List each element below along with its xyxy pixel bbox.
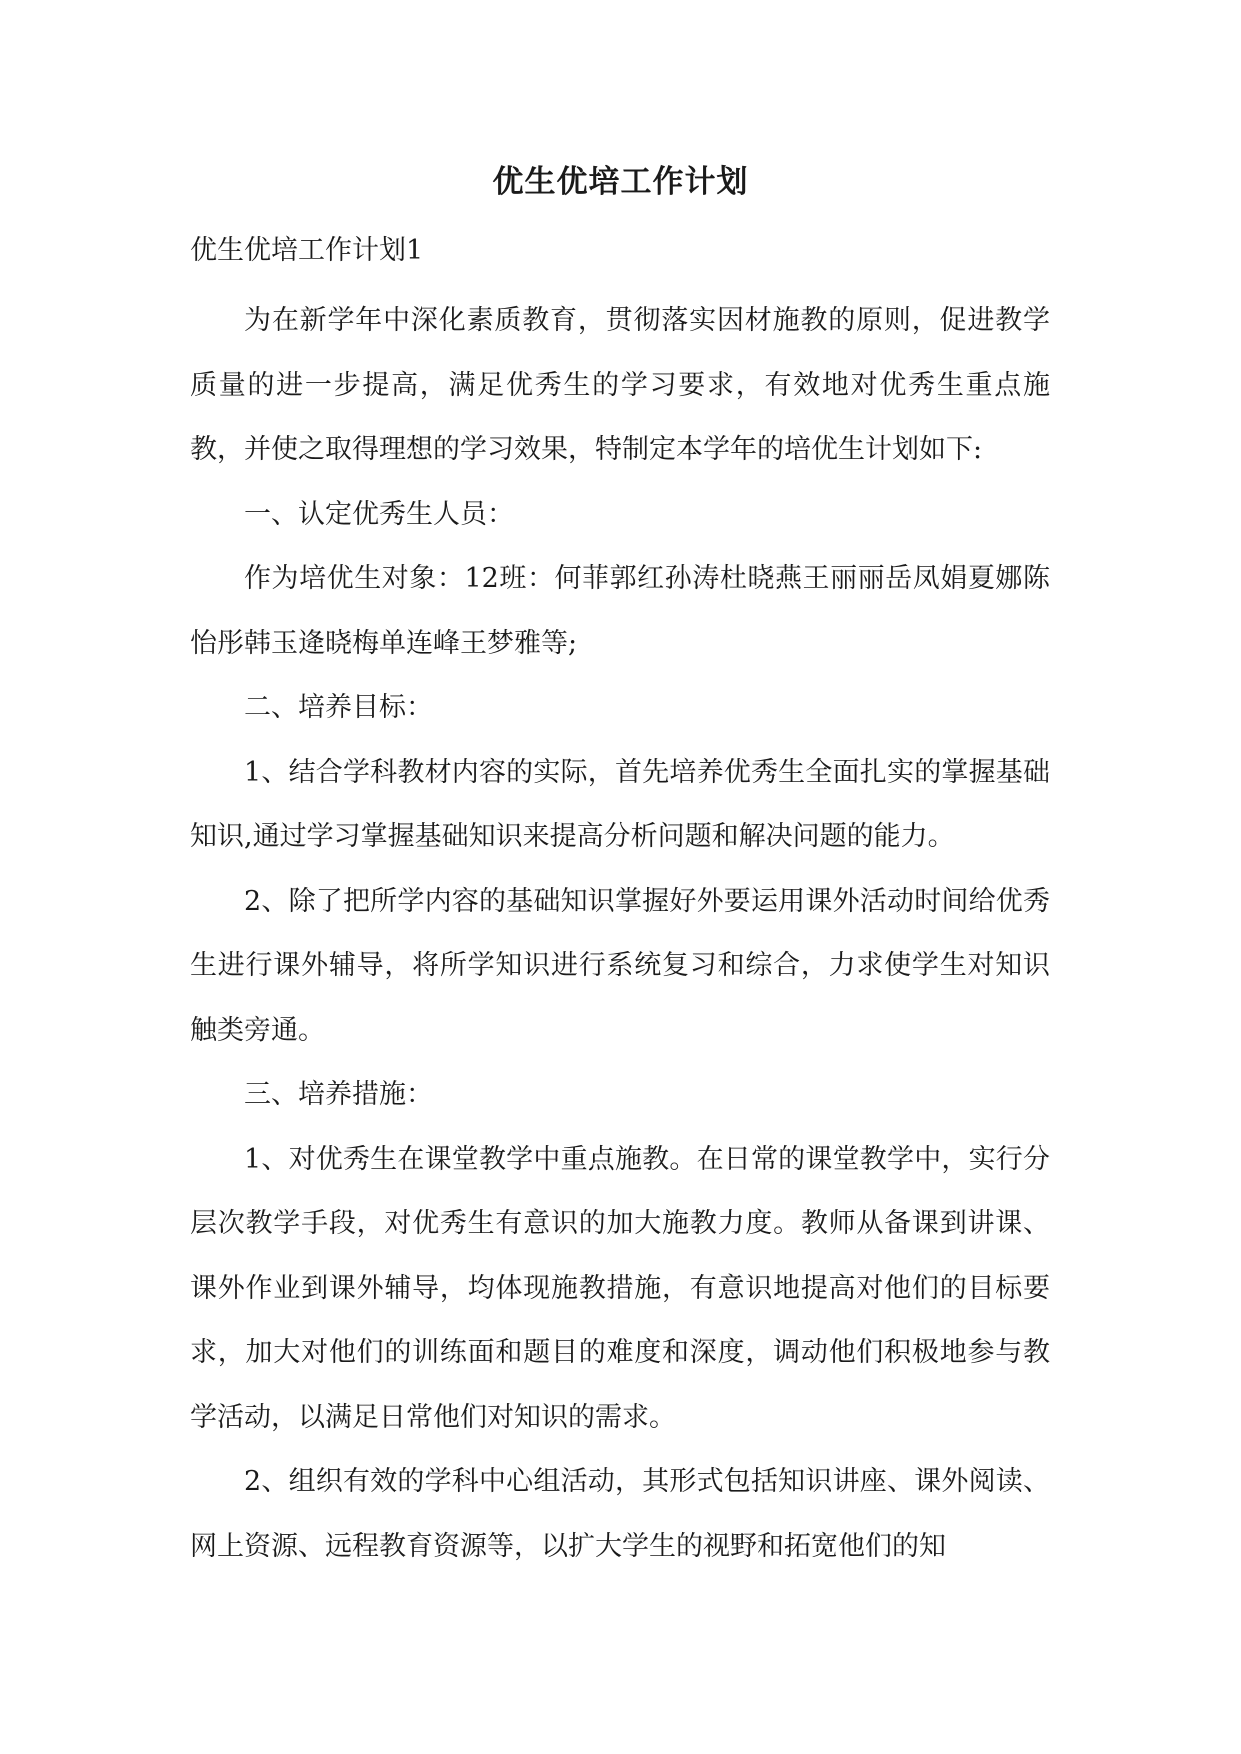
section-heading: 一、认定优秀生人员： [244, 498, 514, 530]
document-title: 优生优培工作计划 [492, 164, 749, 200]
paragraph: 2、除了把所学内容的基础知识掌握好外要运用课外活动时间给优秀生进行课外辅导，将所学知识进行系统复习和综合，力求使学生对知识触类旁通。 [190, 885, 1050, 1046]
section-heading: 二、培养目标： [244, 692, 433, 723]
paragraph: 1、结合学科教材内容的实际，首先培养优秀生全面扎实的掌握基础知识,通过学习掌握基础知识来提高分析问题和解决问题的能力。 [190, 756, 1050, 852]
section-heading: 三、培养措施： [244, 1079, 433, 1110]
document-subtitle: 优生优培工作计划1 [190, 235, 424, 266]
paragraph: 2、组织有效的学科中心组活动，其形式包括知识讲座、课外阅读、网上资源、远程教育资源等，以扩大学生的视野和拓宽他们的知 [190, 1466, 1050, 1562]
document-body [190, 289, 1050, 1579]
paragraph: 1、对优秀生在课堂教学中重点施教。在日常的课堂教学中，实行分层次教学手段，对优秀生有意识的加大施教力度。教师从备课到讲课、课外作业到课外辅导，均体现施教措施，有意识地提高对他们的目标要求，加大对他们的训练面和题目的难度和深度，调动他们积极地参与教学活动，以满足日常他们对知识的需求。 [190, 1143, 1050, 1433]
paragraph: 为在新学年中深化素质教育，贯彻落实因材施教的原则，促进教学质量的进一步提高，满足优秀生的学习要求，有效地对优秀生重点施教，并使之取得理想的学习效果，特制定本学年的培优生计划如下: [190, 305, 1050, 465]
paragraph: 作为培优生对象：12班：何菲郭红孙涛杜晓燕王丽丽岳凤娟夏娜陈怡彤韩玉逄晓梅单连峰王梦雅等; [190, 563, 1050, 659]
